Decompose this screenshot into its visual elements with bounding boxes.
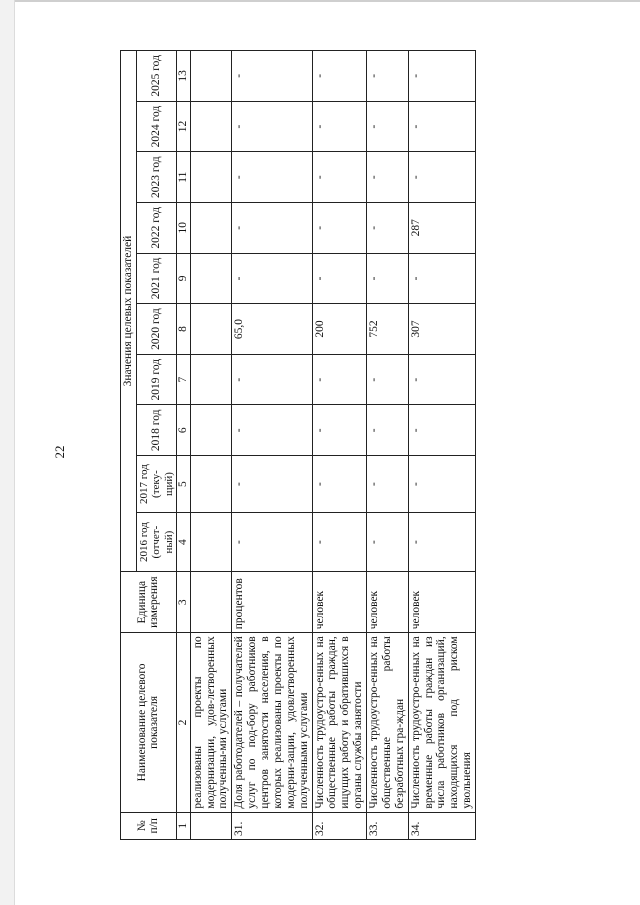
- row-value: -: [232, 101, 312, 152]
- row-value: -: [312, 354, 367, 405]
- header-year: 2016 год (отчет-ный): [136, 513, 176, 572]
- column-number: 10: [176, 202, 190, 253]
- row-value: -: [312, 101, 367, 152]
- column-number: 12: [176, 101, 190, 152]
- header-year: 2024 год: [136, 101, 176, 152]
- column-number: 4: [176, 513, 190, 572]
- scan-edge-top: [0, 0, 640, 2]
- row-value: -: [408, 253, 475, 304]
- column-number: 2: [176, 633, 190, 812]
- row-value: 65,0: [232, 304, 312, 355]
- row-num: 34.: [408, 812, 475, 839]
- header-unit: Единица измерения: [121, 572, 177, 633]
- column-number: 9: [176, 253, 190, 304]
- row-value: -: [408, 354, 475, 405]
- row-value: -: [367, 456, 409, 513]
- column-number: 6: [176, 405, 190, 456]
- column-number: 8: [176, 304, 190, 355]
- table-row: [367, 51, 409, 840]
- rotated-table-wrapper: [120, 50, 520, 840]
- row-value: -: [312, 405, 367, 456]
- table-row: [312, 51, 367, 840]
- row-value: -: [232, 354, 312, 405]
- continuation-row: [190, 51, 232, 840]
- row-unit: человек: [312, 572, 367, 633]
- header-group: Значения целевых показателей: [121, 51, 137, 572]
- row-value: -: [232, 513, 312, 572]
- row-value: -: [312, 513, 367, 572]
- row-value: -: [232, 51, 312, 102]
- row-name: реализованы проекты по модернизации, удов-летворенных полученны-ми услугами: [190, 633, 232, 812]
- row-value: -: [367, 253, 409, 304]
- row-unit: человек: [367, 572, 409, 633]
- header-year: 2023 год: [136, 152, 176, 203]
- column-number: 13: [176, 51, 190, 102]
- row-value: -: [312, 51, 367, 102]
- column-number: 11: [176, 152, 190, 203]
- row-name: Численность трудоустро-енных на общественные работы граждан, ищущих работу и обратившихся в органы службы занятости: [312, 633, 367, 812]
- header-year: 2022 год: [136, 202, 176, 253]
- row-value: -: [367, 354, 409, 405]
- scan-edge-left: [0, 0, 15, 905]
- column-number: 7: [176, 354, 190, 405]
- row-value: -: [408, 101, 475, 152]
- header-year: 2018 год: [136, 405, 176, 456]
- row-value: 200: [312, 304, 367, 355]
- row-num: 33.: [367, 812, 409, 839]
- row-value: -: [408, 405, 475, 456]
- row-value: -: [408, 51, 475, 102]
- row-num: 32.: [312, 812, 367, 839]
- row-value: -: [408, 152, 475, 203]
- row-num: [190, 812, 232, 839]
- page-number: 22: [52, 445, 67, 459]
- header-year: 2019 год: [136, 354, 176, 405]
- row-name: Численность трудоустро-енных на общественные работы безработных гра-ждан: [367, 633, 409, 812]
- row-value: -: [367, 101, 409, 152]
- row-num: 31.: [232, 812, 312, 839]
- column-number: 1: [176, 812, 190, 839]
- row-value: -: [232, 405, 312, 456]
- row-value: -: [232, 152, 312, 203]
- row-value: -: [232, 253, 312, 304]
- row-unit: человек: [408, 572, 475, 633]
- row-value: -: [408, 456, 475, 513]
- row-value: -: [312, 456, 367, 513]
- row-name: Численность трудоустро-енных на временные работы граждан из числа работников организаций, находящихся под риском увольнения: [408, 633, 475, 812]
- row-value: -: [232, 456, 312, 513]
- row-value: -: [312, 253, 367, 304]
- header-year: 2017 год (теку-щий): [136, 456, 176, 513]
- column-number: 3: [176, 572, 190, 633]
- row-value: 307: [408, 304, 475, 355]
- column-number-row: [176, 51, 190, 840]
- row-value: -: [312, 202, 367, 253]
- column-number: 5: [176, 456, 190, 513]
- header-year: 2021 год: [136, 253, 176, 304]
- header-name: Наименование целевого показателя: [121, 633, 177, 812]
- row-value: -: [367, 513, 409, 572]
- row-unit: [190, 572, 232, 633]
- row-value: -: [367, 202, 409, 253]
- header-year: 2025 год: [136, 51, 176, 102]
- row-value: -: [312, 152, 367, 203]
- row-value: -: [408, 513, 475, 572]
- row-value: 752: [367, 304, 409, 355]
- row-value: 287: [408, 202, 475, 253]
- header-row-1: [121, 51, 137, 840]
- table-row: [408, 51, 475, 840]
- row-name: Доля работодателей – получателей услуг по под-бору работников центров занятости населения, в которых реализованы проекты по модерни-зации, удовлетворенных полученными услугами: [232, 633, 312, 812]
- row-value: -: [367, 152, 409, 203]
- row-value: -: [367, 51, 409, 102]
- table-row: [232, 51, 312, 840]
- row-unit: процентов: [232, 572, 312, 633]
- header-year: 2020 год: [136, 304, 176, 355]
- indicators-table: [120, 50, 476, 840]
- row-value: -: [367, 405, 409, 456]
- row-value: -: [232, 202, 312, 253]
- header-num: № п/п: [121, 812, 177, 839]
